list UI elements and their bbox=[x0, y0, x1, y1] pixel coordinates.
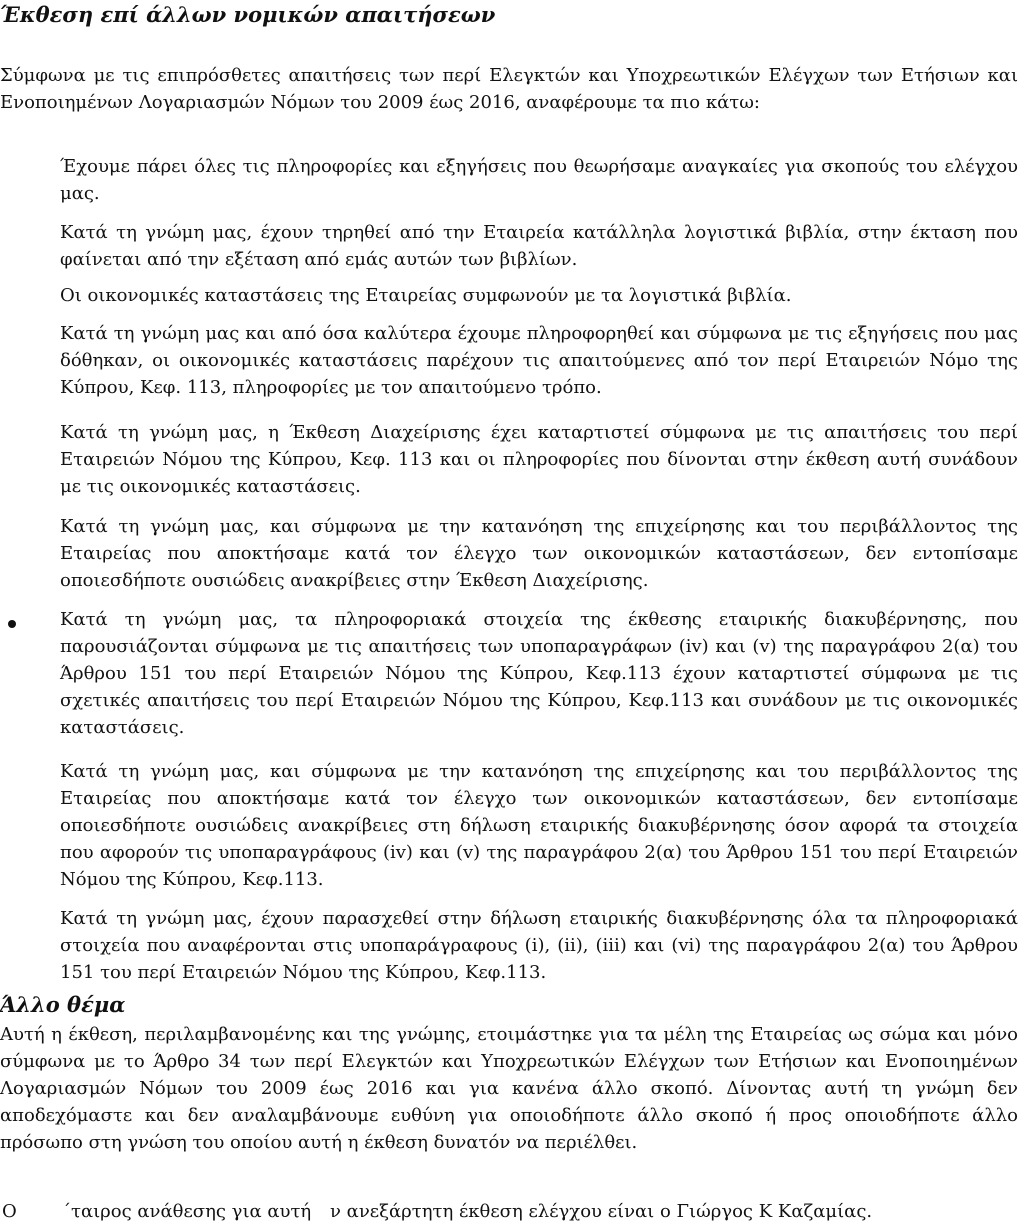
intro-paragraph: Σύμφωνα με τις επιπρόσθετες απαιτήσεις των περί Ελεγκτών και Υποχρεωτικών Ελέγχων των Ετήσιων και Ενοποιημένων Λογαριασμών Νόμων του 2009 έως 2016, αναφέρουμε τα πιο κάτω: bbox=[0, 65, 1018, 113]
point-9: Κατά τη γνώμη μας, έχουν παρασχεθεί στην δήλωση εταιρικής διακυβέρνησης όλα τα πληροφοριακά στοιχεία που αναφέρονται στις υποπαράγραφους (i), (ii), (iii) και (vi) της παραγράφου 2(α) του Άρθρου 151 του περί Εταιρειών Νόμου της Κύπρου, Κεφ.113. bbox=[60, 908, 1018, 983]
point-3: Οι οικονομικές καταστάσεις της Εταιρείας συμφωνούν με τα λογιστικά βιβλία. bbox=[60, 285, 792, 306]
point-1: Έχουμε πάρει όλες τις πληροφορίες και εξηγήσεις που θεωρήσαμε αναγκαίες για σκοπούς του ελέγχου μας. bbox=[60, 156, 1018, 204]
point-8: Κατά τη γνώμη μας, και σύμφωνα με την κατανόηση της επιχείρησης και του περιβάλλοντος της Εταιρείας που αποκτήσαμε κατά τον έλεγχο των οικονομικών καταστάσεων, δεν εντοπίσαμε οποιεσδήποτε ουσιώδεις ανακρίβειες στη δήλωση εταιρικής διακυβέρνησης όσον αφορά τα στοιχεία που αφορούν τις υποπαραγράφους (iv) και (v) της παραγράφου 2(α) του Άρθρου 151 του περί Εταιρειών Νόμου της Κύπρου, Κεφ.113. bbox=[60, 761, 1018, 890]
engagement-partner-text-part2: ΄ταιρος ανάθεσης για αυτή bbox=[62, 1201, 312, 1222]
point-5: Κατά τη γνώμη μας, η Έκθεση Διαχείρισης έχει καταρτιστεί σύμφωνα με τις απαιτήσεις του περί Εταιρειών Νόμου της Κύπρου, Κεφ. 113 και οι πληροφορίες που δίνονται στην έκθεση αυτή συνάδουν με τις οικονομικές καταστάσεις. bbox=[60, 422, 1018, 497]
engagement-partner-text-part3: ν ανεξάρτητη έκθεση ελέγχου είναι ο Γιώργος Κ Καζαμίας. bbox=[330, 1201, 873, 1222]
point-4: Κατά τη γνώμη μας και από όσα καλύτερα έχουμε πληροφορηθεί και σύμφωνα με τις εξηγήσεις που μας δόθηκαν, οι οικονομικές καταστάσεις παρέχουν τις απαιτούμενες από τον περί Εταιρειών Νόμο της Κύπρου, Κεφ. 113, πληροφορίες με τον απαιτούμενο τρόπο. bbox=[60, 323, 1018, 398]
other-matter-paragraph: Αυτή η έκθεση, περιλαμβανομένης και της γνώμης, ετοιμάστηκε για τα μέλη της Εταιρείας ως σώμα και μόνο σύμφωνα με το Άρθρο 34 των περί Ελεγκτών και Υποχρεωτικών Ελέγχων των Ετήσιων και Ενοποιημένων Λογαριασμών Νόμων του 2009 έως 2016 και για κανένα άλλο σκοπό. Δίνοντας αυτή τη γνώμη δεν αποδεχόμαστε και δεν αναλαμβάνουμε ευθύνη για οποιοδήποτε άλλο σκοπό ή προς οποιοδήποτε άλλο πρόσωπο στη γνώση του οποίου αυτή η έκθεση δυνατόν να περιέλθει. bbox=[0, 1024, 1018, 1153]
engagement-partner-text-part1: Ο bbox=[2, 1201, 17, 1222]
point-2: Κατά τη γνώμη μας, έχουν τηρηθεί από την Εταιρεία κατάλληλα λογιστικά βιβλία, στην έκταση που φαίνεται από την εξέταση από εμάς αυτών των βιβλίων. bbox=[60, 222, 1018, 270]
section-title: Έκθεση επί άλλων νομικών απαιτήσεων bbox=[0, 2, 496, 27]
point-6: Κατά τη γνώμη μας, και σύμφωνα με την κατανόηση της επιχείρησης και του περιβάλλοντος της Εταιρείας που αποκτήσαμε κατά τον έλεγχο των οικονομικών καταστάσεων, δεν εντοπίσαμε οποιεσδήποτε ουσιώδεις ανακρίβειες στην Έκθεση Διαχείρισης. bbox=[60, 516, 1018, 591]
other-matter-title: Άλλο θέμα bbox=[0, 992, 126, 1017]
bullet-marker bbox=[8, 620, 16, 628]
point-7: Κατά τη γνώμη μας, τα πληροφοριακά στοιχεία της έκθεσης εταιρικής διακυβέρνησης, που παρουσιάζονται σύμφωνα με τις απαιτήσεις των υποπαραγράφων (iv) και (v) της παραγράφου 2(α) του Άρθρου 151 του περί Εταιρειών Νόμου της Κύπρου, Κεφ.113 έχουν καταρτιστεί σύμφωνα με τις σχετικές απαιτήσεις του περί Εταιρειών Νόμου της Κύπρου, Κεφ.113 και συνάδουν με τις οικονομικές καταστάσεις. bbox=[60, 609, 1018, 738]
